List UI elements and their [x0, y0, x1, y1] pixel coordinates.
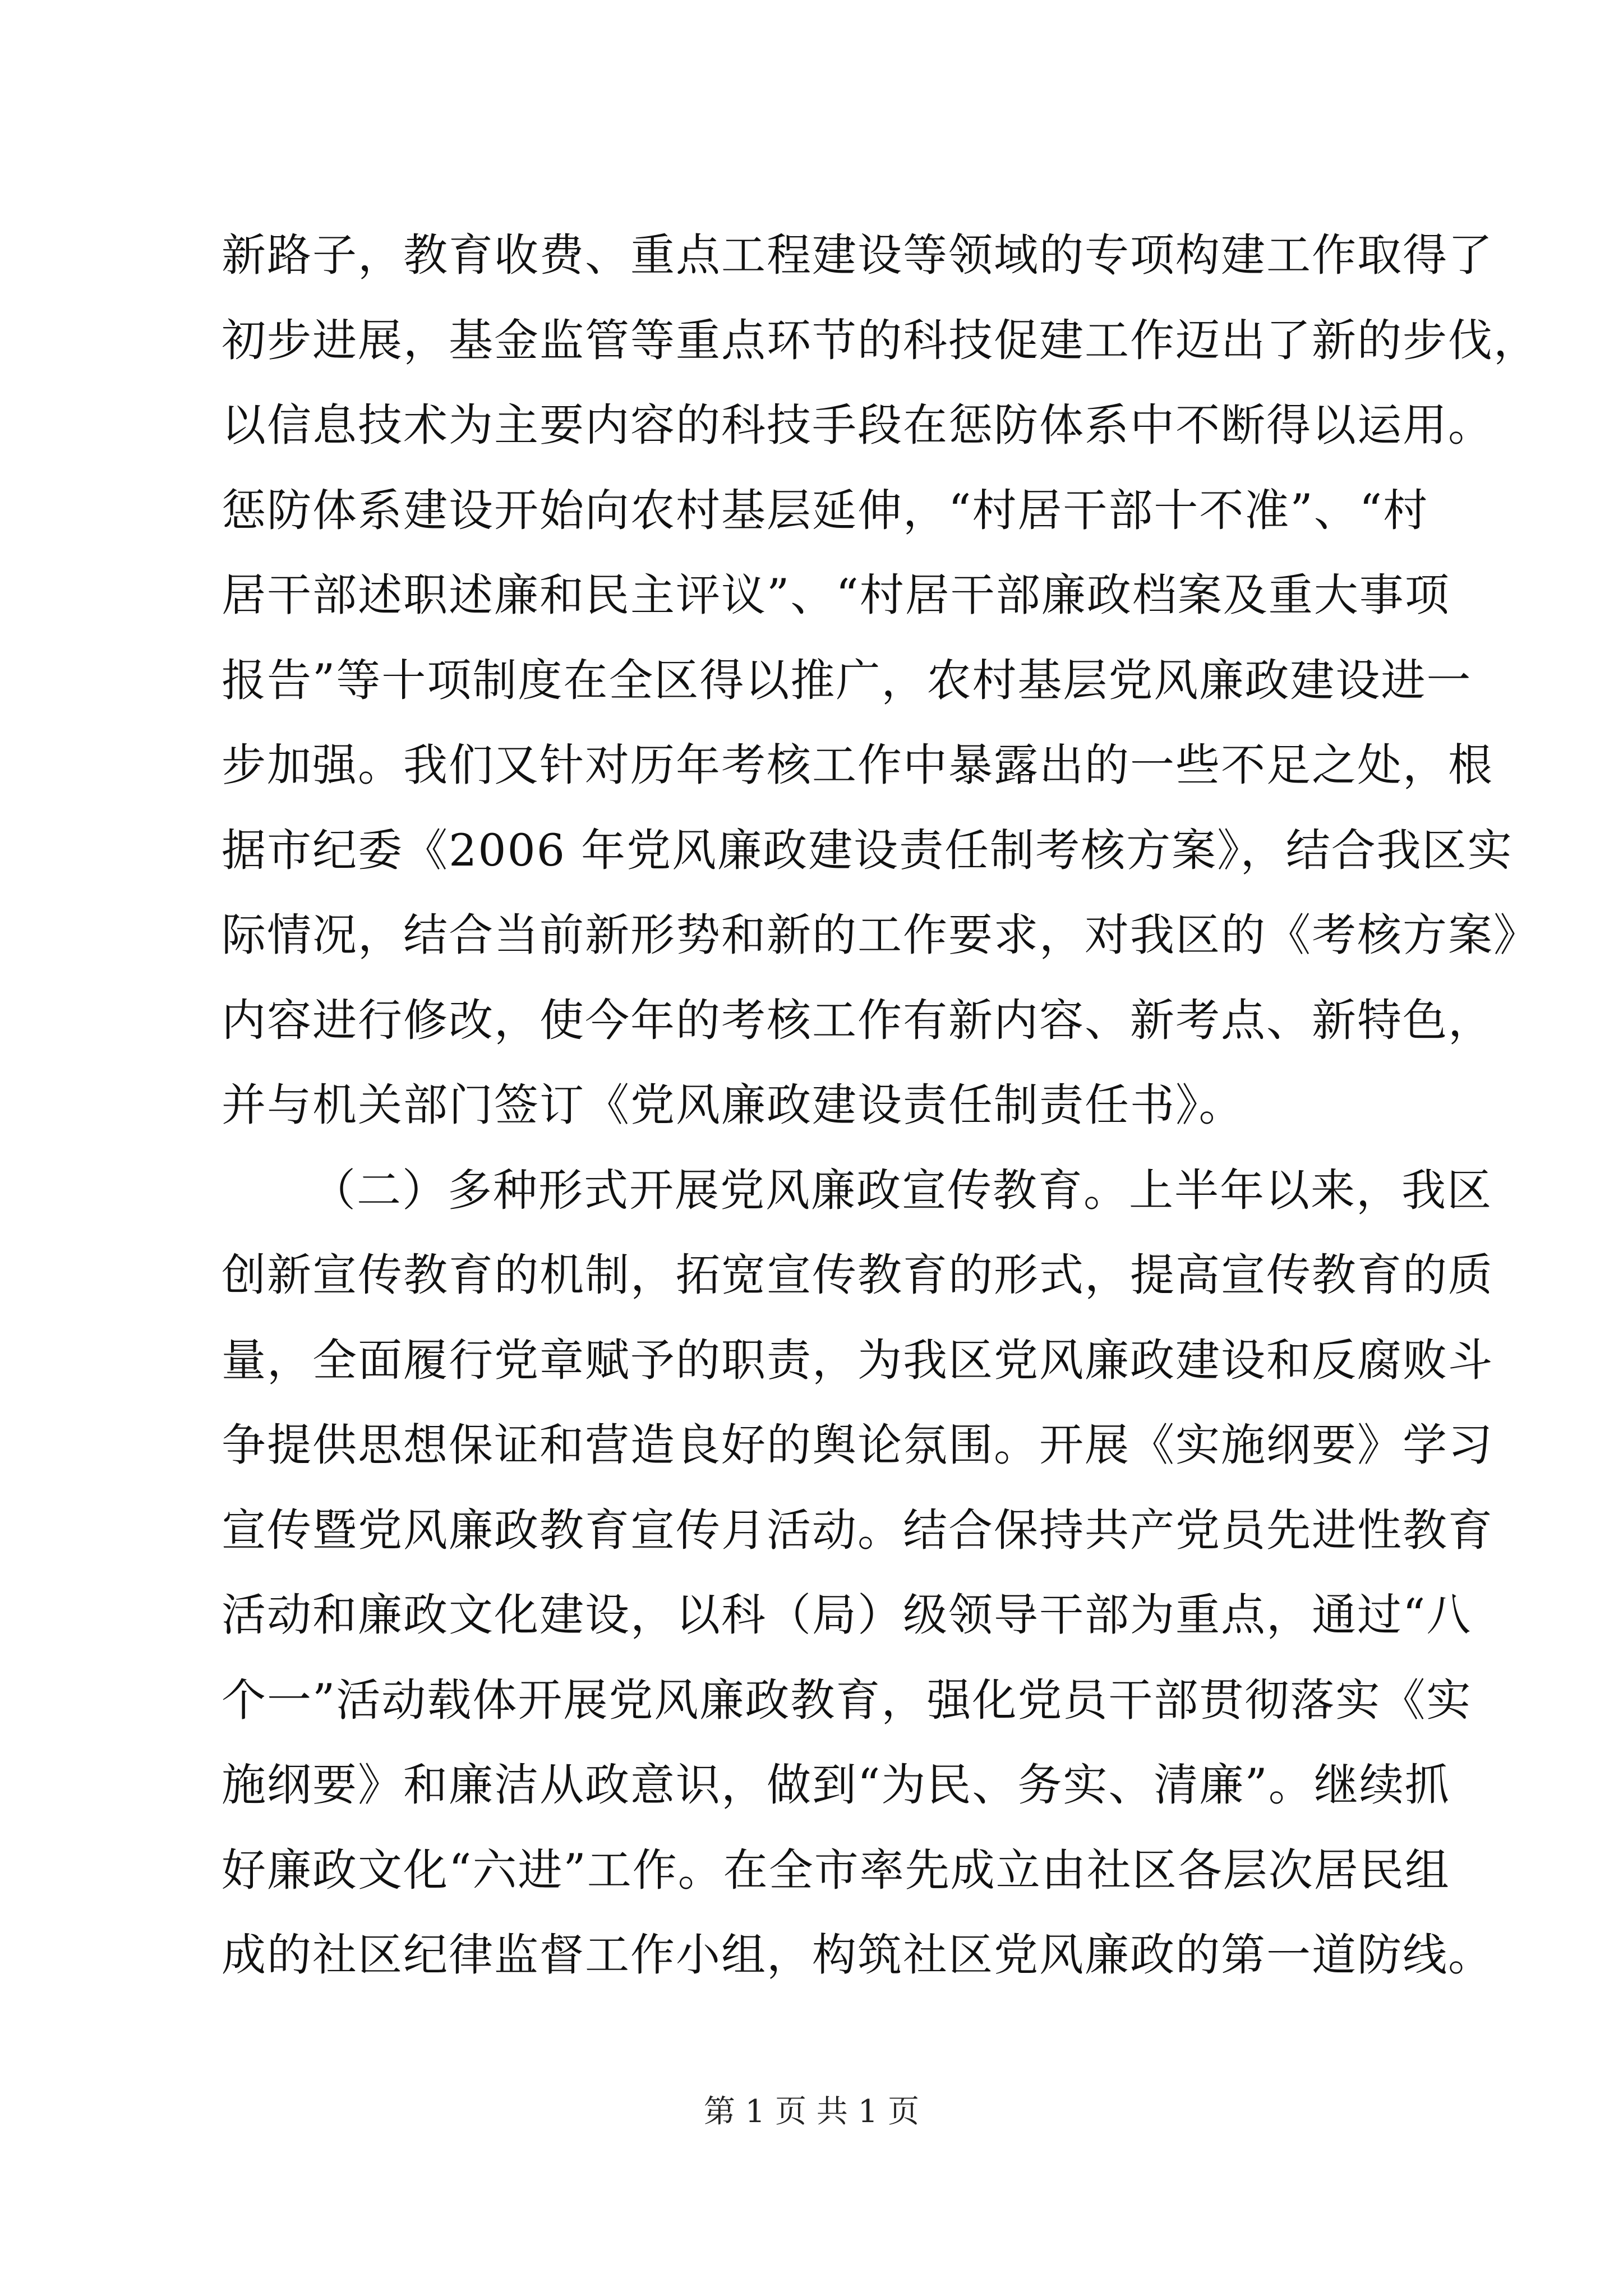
body-line: 创新宣传教育的机制，拓宽宣传教育的形式，提高宣传教育的质 — [222, 1249, 1493, 1301]
body-line: 居干部述职述廉和民主评议”、“村居干部廉政档案及重大事项 — [222, 569, 1450, 621]
body-line: 量，全面履行党章赋予的职责，为我区党风廉政建设和反腐败斗 — [222, 1334, 1493, 1386]
body-line: 施纲要》和廉洁从政意识，做到“为民、务实、清廉”。继续抓 — [222, 1759, 1450, 1811]
document-body — [222, 213, 1539, 1998]
body-line: 初步进展，基金监管等重点环节的科技促建工作迈出了新的步伐， — [222, 314, 1539, 366]
body-line: 惩防体系建设开始向农村基层延伸，“村居干部十不准”、“村 — [222, 484, 1429, 536]
body-line: 据市纪委《2006 年党风廉政建设责任制考核方案》，结合我区实 — [222, 824, 1513, 876]
body-line: 争提供思想保证和营造良好的舆论氛围。开展《实施纲要》学习 — [222, 1419, 1493, 1471]
body-line: 报告”等十项制度在全区得以推广，农村基层党风廉政建设进一 — [222, 654, 1472, 706]
body-line: 个一”活动载体开展党风廉政教育，强化党员干部贯彻落实《实 — [222, 1674, 1472, 1726]
paragraph-start-line: （二）多种形式开展党风廉政宣传教育。上半年以来，我区 — [311, 1164, 1492, 1216]
body-line: 成的社区纪律监督工作小组，构筑社区党风廉政的第一道防线。 — [222, 1929, 1493, 1981]
body-line: 际情况，结合当前新形势和新的工作要求，对我区的《考核方案》 — [222, 909, 1539, 961]
body-line: 步加强。我们又针对历年考核工作中暴露出的一些不足之处，根 — [222, 739, 1493, 791]
body-line: 宣传暨党风廉政教育宣传月活动。结合保持共产党员先进性教育 — [222, 1504, 1493, 1556]
body-line: 活动和廉政文化建设，以科（局）级领导干部为重点，通过“八 — [222, 1589, 1472, 1641]
page-footer: 第 1 页 共 1 页 — [703, 2093, 920, 2130]
body-line: 新路子，教育收费、重点工程建设等领域的专项构建工作取得了 — [222, 229, 1493, 281]
body-line: 好廉政文化“六进”工作。在全市率先成立由社区各层次居民组 — [222, 1844, 1450, 1896]
body-line: 内容进行修改，使今年的考核工作有新内容、新考点、新特色， — [222, 994, 1493, 1046]
body-line: 并与机关部门签订《党风廉政建设责任制责任书》。 — [222, 1079, 1244, 1131]
body-line: 以信息技术为主要内容的科技手段在惩防体系中不断得以运用。 — [222, 399, 1493, 451]
